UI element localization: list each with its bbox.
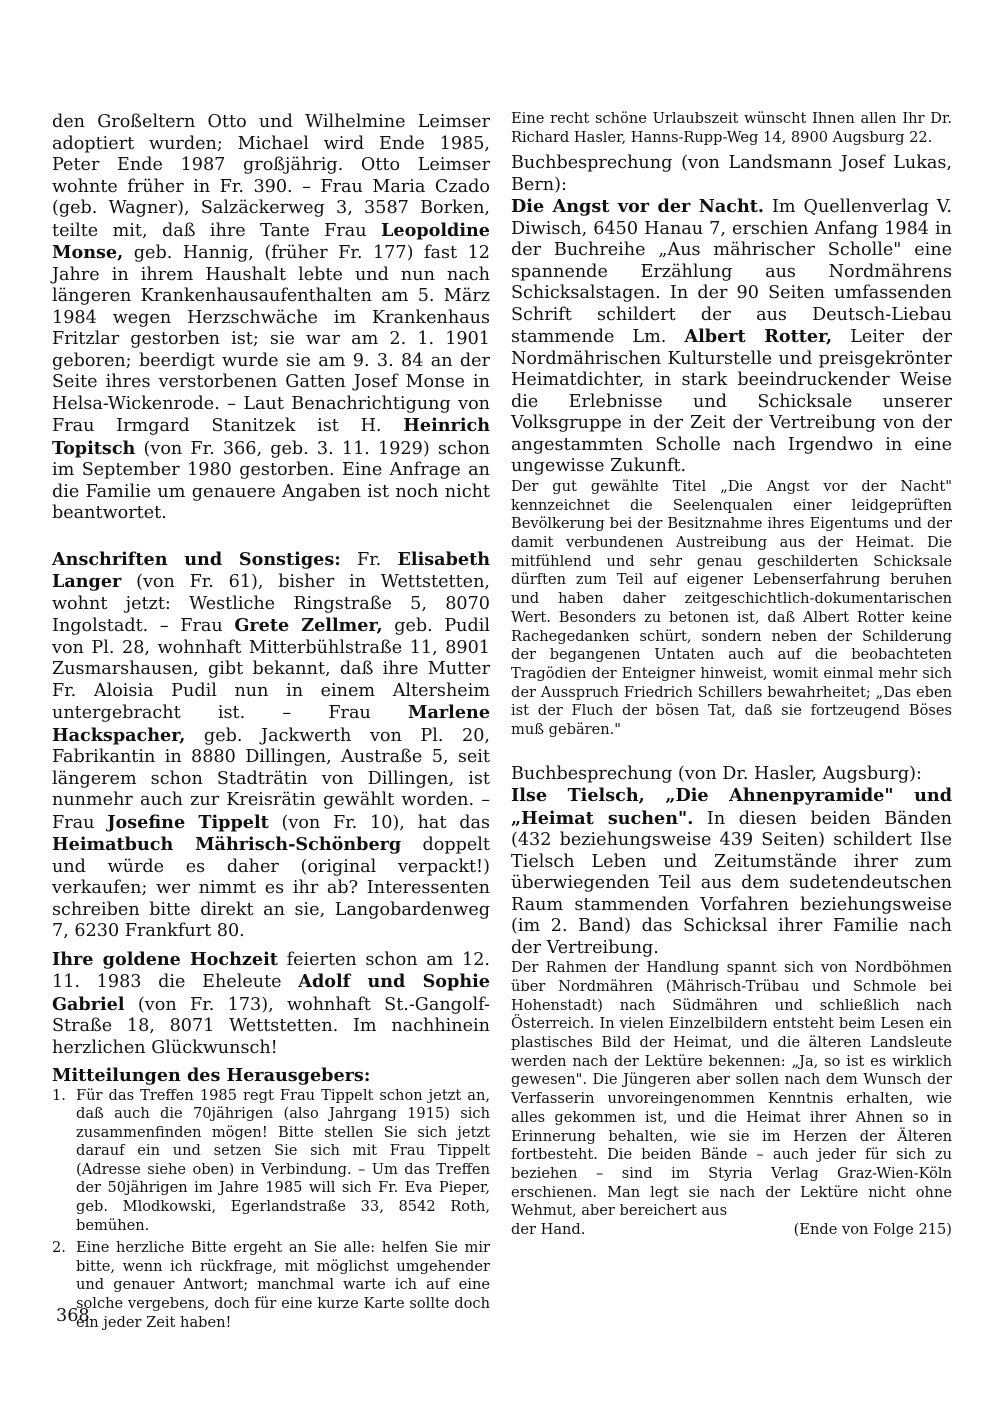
- paragraph-final-line: [511, 1221, 952, 1240]
- bold-name: Adolf und Sophie Gabriel: [52, 971, 490, 1015]
- bold-name: Elisabeth Langer: [52, 548, 490, 592]
- bold-name: Marlene Hackspacher,: [52, 702, 491, 746]
- text-run: Im Quellenverlag V. Diwisch, 6450 Hanau 7, erschien Anfang 1984 in der Buchreihe „Aus mährischer Scholle" eine spannende Erzählung aus Nordmährens Schicksalstagen. In der 90 Seiten umfassenden Schrift schildert der aus Deutsch-Liebau stammende Lm.: [511, 197, 952, 348]
- list-item-text: Für das Treffen 1985 regt Frau Tippelt schon jetzt an, daß auch die 70jährigen (also Jahrgang 1915) sich zusammenfinden mögen! Bitte stellen Sie sich jetzt darauf ein und setzen Sie sich mit Frau Tippelt (Adresse siehe oben) in Verbindung. – Um das Treffen der 50jährigen im Jahre 1985 will sich Fr. Eva Pieper, geb. Mlodkowski, Egerlandstraße 33, 8542 Roth, bemühen.: [76, 1086, 490, 1234]
- text-run: (von Fr. 366, geb. 3. 11. 1929) schon im September 1980 gestorben. Eine Anfrage an die Familie um genauere Angaben ist noch nicht beantwortet.: [52, 438, 490, 523]
- text-run: doppelt und würde es daher (original verpackt!) verkaufen; wer nimmt es ihr ab? Interessenten schreiben bitte direkt an sie, Langobardenweg 7, 6230 Frankfurt 80.: [52, 835, 490, 941]
- list-number: 2.: [52, 1239, 66, 1257]
- book-title: Ilse Tielsch, „Die Ahnenpyramide" und „Heimat suchen".: [511, 785, 952, 829]
- text-run: Buchbesprechung (von Dr. Hasler, Augsburg):: [511, 763, 922, 784]
- bold-name: Grete Zellmer,: [234, 615, 383, 636]
- text-run: den Großeltern Otto und Wilhelmine Leimser adoptiert wurden; Michael wird Ende 1985, Peter Ende 1987 großjährig. Otto Leimser wohnte früher in Fr. 390. – Frau Maria Czado (geb. Wagner), Salzäckerweg 3, 3587 Borken, teilte mit, daß ihre Tante Frau: [52, 112, 490, 241]
- bold-name: Albert Rotter,: [684, 326, 833, 348]
- paragraph-book-review-1: [511, 153, 952, 478]
- list-item: [52, 1087, 490, 1236]
- text-run: geb. Jackwerth von Pl. 20, Fabrikantin in 8880 Dillingen, Austraße 5, seit längerem schon Stadträtin von Dillingen, ist nunmehr auch zur Kreisrätin gewählt worden. – Frau: [52, 725, 490, 833]
- text-run: Buchbesprechung (von Landsmann Josef Lukas, Bern):: [511, 153, 952, 195]
- paragraph-family-news: [52, 112, 490, 525]
- list-item-text: Eine herzliche Bitte ergeht an Sie alle: helfen Sie mir bitte, wenn ich rückfrage, mit möglichst umgehender und genauer Antwort; manchmal warte ich auf eine solche vergebens, doch für eine kurze Karte sollte doch ein jeder Zeit haben!: [76, 1239, 490, 1331]
- text-run: In diesen beiden Bänden (432 beziehungsweise 439 Seiten) schildert Ilse Tielsch Leben und Zeitumstände ihrer zum überwiegenden Teil aus dem sudetendeutschen Raum stammenden Vorfahren beziehungsweise (im 2. Band) das Schicksal ihrer Familie nach der Vertreibung.: [511, 808, 952, 958]
- page-number: 368: [56, 1306, 90, 1326]
- list-number: 1.: [52, 1086, 66, 1104]
- text-run: (von Fr. 61), bisher in Wettstetten, wohnt jetzt: Westliche Ringstraße 5, 8070 Ingolstadt. – Frau: [52, 572, 490, 636]
- text-run: (von Fr. 10), hat das: [268, 812, 491, 833]
- section-heading: Anschriften und Sonstiges:: [52, 548, 341, 570]
- text-run: (von Fr. 173), wohnhaft St.-Gangolf-Straße 18, 8071 Wettstetten. Im nachhinein herzlichen Glückwunsch!: [52, 994, 490, 1058]
- text-run: geb. Pudil von Pl. 28, wohnhaft Mitterbühlstraße 11, 8901 Zusmarshausen, gibt bekannt, daß ihre Mutter Fr. Aloisia Pudil nun in einem Altersheim untergebracht ist. – Frau: [52, 616, 491, 723]
- paragraph-book-review-2-detail: [511, 959, 952, 1221]
- text-run: Fr.: [340, 549, 382, 570]
- publisher-notes-heading: Mitteilungen des Herausgebers:: [52, 1065, 371, 1086]
- text-run: geb. Hannig, (früher Fr. 177) fast 12 Jahre in ihrem Haushalt lebte und nun nach längeren Krankenhausaufenthalten am 5. März 1984 wegen Herzschwäche im Krankenhaus Fritzlar gestorben ist; sie war am 2. 1. 1901 geboren; beerdigt wurde sie am 9. 3. 84 an der Seite ihres verstorbenen Gatten Josef Monse in Helsa-Wickenrode. – Laut Benachrichtigung von Frau Irmgard Stanitzek ist H.: [52, 243, 490, 436]
- text-run: Der Rahmen der Handlung spannt sich von Nordböhmen über Nordmähren (Mährisch-Trübau und Schmole bei Hohenstadt) nach Südmähren und schließlich nach Österreich. In vielen Einzelbildern entsteht beim Lesen ein plastisches Bild der Heimat, und die älteren Landsleute werden nach der Lektüre bekennen: „Ja, so ist es wirklich gewesen". Die Jüngeren aber sollen nach dem Wunsch der Verfasserin unvoreingenommen Kenntnis erhalten, wie alles gekommen ist, und die Heimat ihrer Ahnen so in Erinnerung behalten, wie sie im Herzen der Älteren fortbesteht. Die beiden Bände – auch jeder für sich zu beziehen – sind im Styria Verlag Graz-Wien-Köln erschienen. Man legt sie nach der Lektüre nicht ohne Wehmut, aber bereichert aus: [511, 959, 952, 1220]
- publisher-notes-list: [52, 1087, 490, 1333]
- paragraph-book-review-1-detail: Der gut gewählte Titel „Die Angst vor der Nacht" kennzeichnet die Seelenqualen einer leidgeprüften Bevölkerung bei der Besitznahme ihres Eigentums und der damit verbundenen Austreibung aus der Heimat. Die mitfühlend und sehr genau geschilderten Schicksale dürften zum Teil auf eigener Lebenserfahrung beruhen und haben daher zeitgeschichtlich-dokumentarischen Wert. Besonders zu betonen ist, daß Albert Rotter keine Rachegedanken schürt, sondern neben der Schilderung der begangenen Untaten auch auf die beobachteten Tragödien der Enteigner hinweist, womit einmal mehr sich der Ausspruch Friedrich Schillers bewahrheitet; „Das eben ist der Fluch der bösen Tat, daß sie fortzeugend Böses muß gebären.": [511, 477, 952, 739]
- bold-name: Josefine Tippelt: [107, 811, 269, 833]
- bold-name: Heinrich Topitsch: [52, 415, 491, 459]
- paragraph-book-review-2: [511, 764, 952, 960]
- paragraph-addresses: [52, 549, 490, 943]
- text-run: der Hand.: [511, 1221, 586, 1239]
- book-title: Die Angst vor der Nacht.: [511, 196, 765, 218]
- list-item: [52, 1239, 490, 1332]
- series-end-note: (Ende von Folge 215): [793, 1221, 952, 1239]
- text-run: feierten schon am 12. 11. 1983 die Eheleute: [52, 949, 490, 992]
- right-column: [511, 110, 952, 1240]
- left-column: [52, 112, 490, 1332]
- bold-name: Leopoldine Monse,: [52, 219, 491, 263]
- bold-heading: Ihre goldene Hochzeit: [52, 948, 278, 970]
- text-run: Leiter der Nordmährischen Kulturstelle und preisgekrönter Heimatdichter, in stark beeindruckender Weise die Erlebnisse und Schicksale unserer Volksgruppe in der Zeit der Vertreibung von der angestammten Scholle nach Irgendwo in eine ungewisse Zukunft.: [511, 327, 952, 477]
- bold-name: Heimatbuch Mährisch-Schönberg: [52, 834, 402, 855]
- paragraph-closing-greeting: Eine recht schöne Urlaubszeit wünscht Ihnen allen Ihr Dr. Richard Hasler, Hanns-Rupp-Weg 14, 8900 Augsburg 22.: [511, 110, 952, 146]
- paragraph-golden-wedding: [52, 949, 490, 1060]
